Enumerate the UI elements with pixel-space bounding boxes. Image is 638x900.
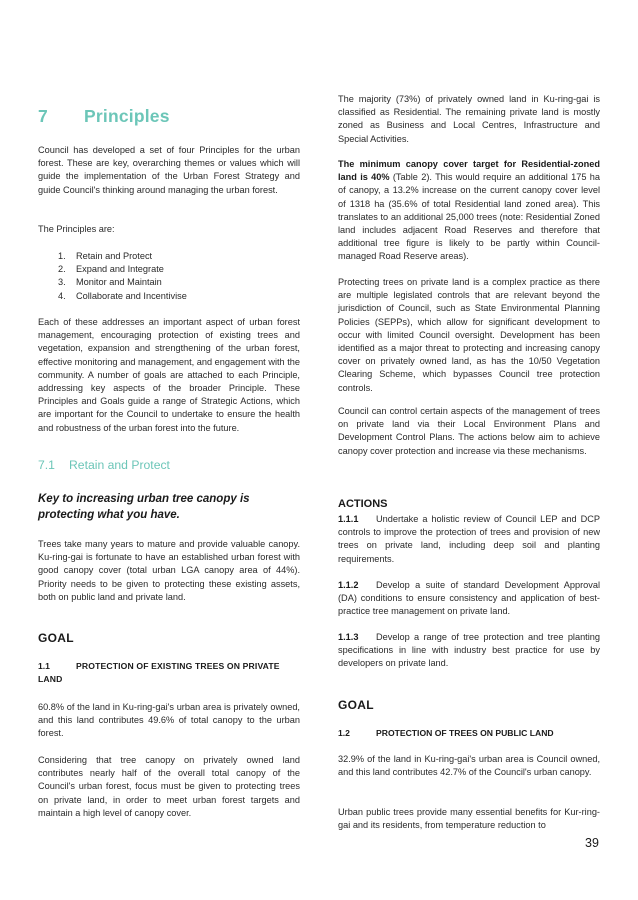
action-number: 1.1.1 — [338, 514, 359, 524]
intro-text: Council has developed a set of four Principles for the urban forest. These are key, overarching themes or values which will guide the implementation of the Urban Forest Strategy and guide Council's thinking around managing the urban forest. — [38, 145, 300, 195]
principles-lead-text: The Principles are: — [38, 224, 115, 234]
goal-heading: GOAL — [38, 631, 74, 645]
goal-number-2: 1.2 — [338, 728, 350, 738]
action-number: 1.1.3 — [338, 632, 359, 642]
public-land-paragraph — [338, 753, 600, 779]
goal-number: 1.1 — [38, 661, 50, 671]
council-can-paragraph — [338, 405, 600, 458]
section-number: 7.1 — [38, 458, 55, 472]
chapter-number: 7 — [38, 106, 48, 126]
council-can-text: Council can control certain aspects of the management of trees on private land via their Local Environment Plans and Development Control Plans. The actions below aim to achieve canopy cover protection and increase via these mechanisms. — [338, 406, 600, 456]
principles-list — [58, 250, 187, 303]
considering-paragraph — [38, 754, 300, 820]
majority-paragraph — [338, 93, 600, 146]
list-item: 3. Monitor and Maintain — [58, 277, 162, 288]
goal-title: PROTECTION OF EXISTING TREES ON PRIVATE LAND — [38, 661, 280, 685]
action-item — [338, 513, 600, 566]
section-heading — [38, 458, 170, 472]
principles-description-text: Each of these addresses an important aspect of urban forest management, encouraging protection of existing trees and vegetation, expansion and strengthening of the urban forest, effective monitoring and management, and engagement with the community. A number of goals are attached to each Principle, addressing key aspects of the broader Principle. These Principles and Goals guide a range of Strategic Actions, which are important for the Council to undertake to ensure the health and robustness of the urban forest into the future. — [38, 317, 300, 433]
action-item — [338, 579, 600, 619]
urban-public-paragraph — [338, 806, 600, 832]
key-statement: Key to increasing urban tree canopy is protecting what you have. — [38, 493, 250, 521]
protecting-text: Protecting trees on private land is a complex practice as there are multiple legislated controls that are relevant beyond the jurisdiction of Council, such as State Environmental Planning Policies (SEPPs), which allow for significant development to occur with limited Council oversight. Development has been identified as a major threat to protecting and increasing canopy cover on privately owned land, as has the 10/50 Vegetation Clearing Scheme, which bypasses Council tree protection controls. — [338, 277, 600, 393]
chapter-heading — [38, 106, 170, 127]
public-land-text: 32.9% of the land in Ku-ring-gai's urban area is Council owned, and this land contributes 42.7% of the Council's urban canopy. — [338, 754, 600, 778]
goal-subheading-2 — [338, 727, 600, 740]
trees-paragraph — [38, 538, 300, 604]
urban-public-text: Urban public trees provide many essential benefits for Kur-ring-gai and its residents, from temperature reduction to — [338, 807, 600, 831]
trees-text: Trees take many years to mature and provide valuable canopy. Ku-ring-gai is fortunate to have an established urban forest with good canopy cover (total urban LGA canopy area of 44%). Priority needs to be given to protecting these existing assets, both on public land and private land. — [38, 539, 300, 602]
principles-description — [38, 316, 300, 435]
list-item: 4. Collaborate and Incentivise — [58, 290, 187, 301]
minimum-rest-text: (Table 2). This would require an additional 175 ha of canopy, a 13.2% increase on the current canopy cover level of 1318 ha (35.6% of total Residential land zoned area). This translates to an additional 25,000 trees (note: Residential Zoned land includes adjacent Road Reserves and therefore that additional tree figure is likely to be partly within Council-managed Road Reserve areas). — [338, 172, 600, 262]
majority-text: The majority (73%) of privately owned land in Ku-ring-gai is classified as Residential. The remaining private land is mostly zoned as Business and Local Centres, Infrastructure and Special Activities. — [338, 94, 600, 144]
action-text: Undertake a holistic review of Council LEP and DCP controls to improve the protection of trees and provision of new trees on private land, including deep soil and planting requirements. — [338, 514, 600, 564]
private-land-paragraph — [38, 701, 300, 741]
goal-subheading — [38, 660, 300, 686]
goal-heading-2: GOAL — [338, 698, 374, 712]
section-title: Retain and Protect — [69, 458, 170, 472]
page-number: 39 — [585, 836, 599, 850]
chapter-title: Principles — [84, 106, 170, 126]
minimum-bold-text: The minimum canopy cover target for Residential-zoned land is 40% — [338, 159, 600, 183]
principles-lead — [38, 223, 300, 236]
action-text: Develop a suite of standard Development Approval (DA) conditions to ensure consistency and application of best-practice tree management on private land. — [338, 580, 600, 617]
actions-heading: ACTIONS — [338, 498, 388, 510]
considering-text: Considering that tree canopy on privately owned land contributes nearly half of the overall total canopy of the Council's urban forest, focus must be given to protecting trees on private land, in order to meet urban forest targets and maintain a high level of canopy cover. — [38, 755, 300, 818]
minimum-paragraph — [338, 158, 600, 264]
list-item: 2. Expand and Integrate — [58, 264, 164, 275]
action-number: 1.1.2 — [338, 580, 359, 590]
minimum-text — [338, 158, 600, 264]
intro-paragraph — [38, 144, 300, 197]
action-text: Develop a range of tree protection and tree planting specifications in line with industry best practice for use by developers on private land. — [338, 632, 600, 669]
protecting-paragraph — [338, 276, 600, 395]
goal-title-2: PROTECTION OF TREES ON PUBLIC LAND — [376, 728, 554, 738]
action-item — [338, 631, 600, 671]
private-land-text: 60.8% of the land in Ku-ring-gai's urban area is privately owned, and this land contributes 49.6% of total canopy to the urban forest. — [38, 702, 300, 739]
list-item: 1. Retain and Protect — [58, 251, 153, 261]
